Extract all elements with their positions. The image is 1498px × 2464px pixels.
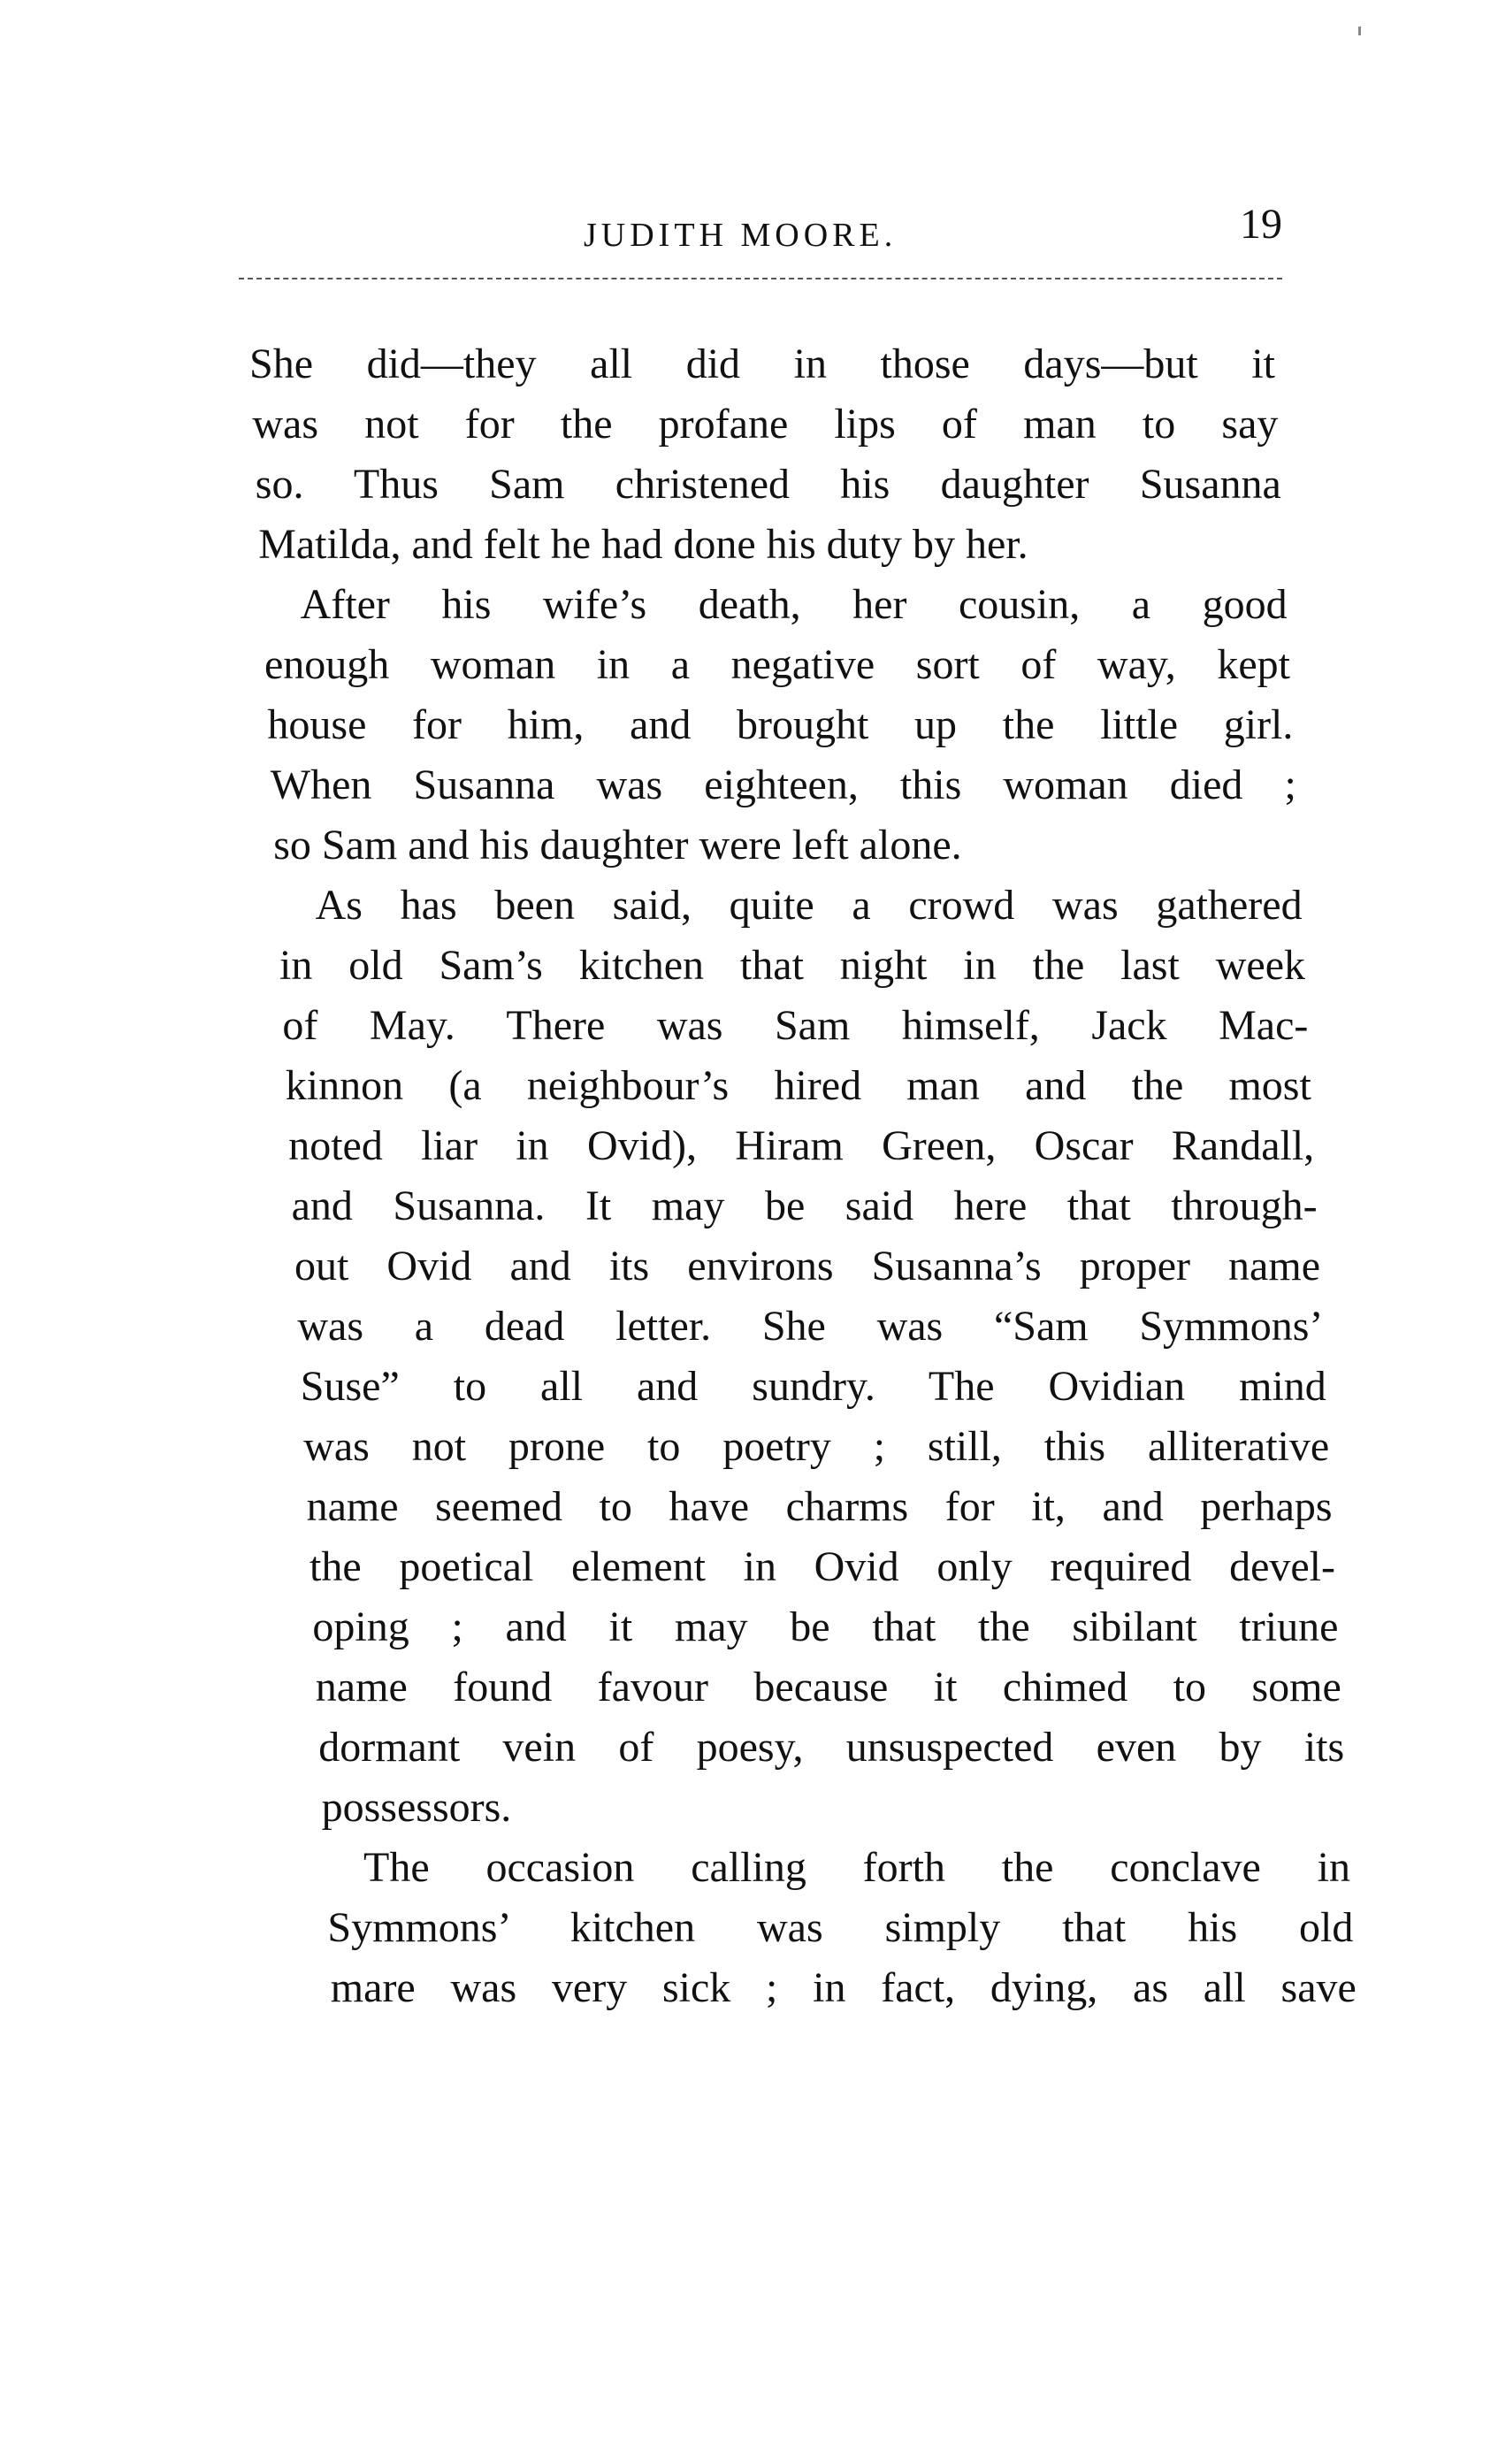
text-line: After his wife’s death, her cousin, a good xyxy=(300,581,1288,628)
text-line: Suse” to all and sundry. The Ovidian mind xyxy=(300,1363,1326,1410)
text-line: house for him, and brought up the little girl. xyxy=(267,701,1294,748)
text-line: was not prone to poetry ; still, this alliterative xyxy=(303,1423,1330,1470)
text-line: Symmons’ kitchen was simply that his old xyxy=(327,1904,1354,1951)
text-line: noted liar in Ovid), Hiram Green, Oscar Randall, xyxy=(288,1122,1315,1169)
text-line: dormant vein of poesy, unsuspected even by its xyxy=(318,1724,1345,1771)
text-line: the poetical element in Ovid only required devel- xyxy=(310,1543,1335,1590)
header-rule xyxy=(239,278,1282,279)
text-line: name seemed to have charms for it, and perhaps xyxy=(306,1483,1333,1530)
running-head: JUDITH MOORE. xyxy=(584,217,898,254)
text-line: so Sam and his daughter were left alone. xyxy=(273,822,962,869)
text-line: The occasion calling forth the conclave in xyxy=(363,1844,1350,1891)
text-line: mare was very sick ; in fact, dying, as all save xyxy=(330,1964,1357,2011)
page-header xyxy=(239,200,1282,271)
text-line: She did—they all did in those days—but it xyxy=(249,341,1275,387)
text-line: name found favour because it chimed to some xyxy=(315,1664,1341,1710)
text-line: and Susanna. It may be said here that through- xyxy=(291,1182,1318,1229)
text-line: was a dead letter. She was “Sam Symmons’ xyxy=(297,1303,1324,1350)
text-line: kinnon (a neighbour’s hired man and the most xyxy=(285,1062,1311,1109)
text-line: When Susanna was eighteen, this woman died ; xyxy=(270,761,1296,808)
scan-speck xyxy=(1358,27,1361,35)
page-number: 19 xyxy=(1240,201,1282,248)
text-line: in old Sam’s kitchen that night in the last week xyxy=(279,942,1305,989)
body-text xyxy=(0,338,1498,2062)
text-line: enough woman in a negative sort of way, kept xyxy=(264,641,1290,688)
text-line: so. Thus Sam christened his daughter Susanna xyxy=(255,461,1281,508)
text-line: As has been said, quite a crowd was gathered xyxy=(315,882,1303,929)
text-line: was not for the profane lips of man to say xyxy=(252,401,1279,448)
text-line: oping ; and it may be that the sibilant triune xyxy=(312,1603,1339,1650)
text-line: of May. There was Sam himself, Jack Mac- xyxy=(282,1002,1309,1049)
text-line: Matilda, and felt he had done his duty by her. xyxy=(258,521,1028,568)
text-line: out Ovid and its environs Susanna’s proper name xyxy=(294,1243,1320,1289)
text-line: possessors. xyxy=(321,1784,512,1831)
